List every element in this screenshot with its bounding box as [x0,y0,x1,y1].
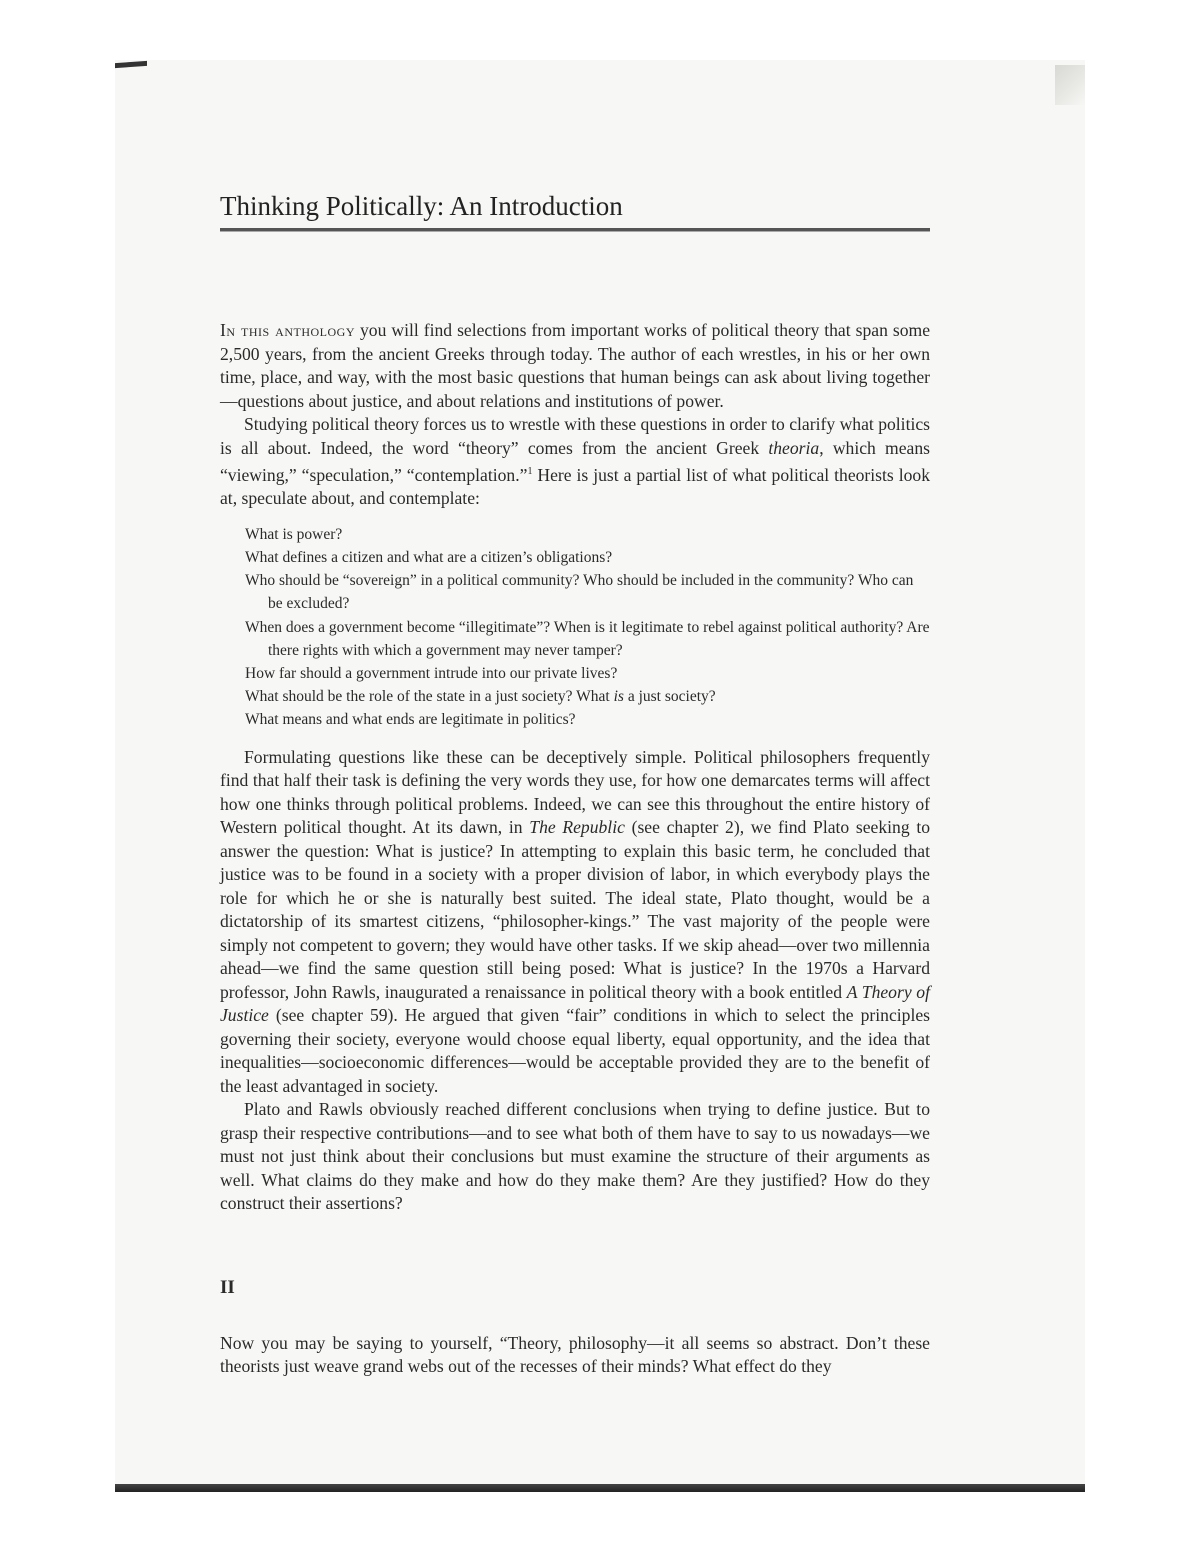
intro-paragraph-1 [220,319,930,413]
section-heading-ii: II [220,1276,235,1298]
body-paragraph-4: Plato and Rawls obviously reached different conclusions when trying to define justice. But to grasp their respective contributions—and to see what both of them have to say to us nowadays—we must not just think about their conclusions but must examine the structure of their arguments as well. What claims do they make and how do they make them? Are they justified? How do they construct their assertions? [220,1099,930,1214]
intro-paragraph-2 [220,413,930,511]
intro-paragraph-2-text-a: Studying political theory forces us to wrestle with these questions in order to clarify what politics is all about. Indeed, the word “theory” comes from the ancient Greek [220,414,930,458]
page-content [220,186,930,1379]
chapter-title: Thinking Politically: An Introduction [220,191,623,221]
question-item: When does a government become “illegitimate”? When is it legitimate to rebel against political authority? Are there rights with which a government may never tamper? [245,618,930,659]
body-paragraph-3 [220,746,930,1099]
paragraph-3-text-c: (see chapter 59). He argued that given “fair” conditions in which to select the principles governing their society, everyone would choose equal liberty, equal opportunity, and the idea that inequalities—socioeconomic differences—would be acceptable provided they are to the benefit of the least advantaged in society. [220,1005,930,1096]
question-list [220,523,930,732]
question-text-a: What should be the role of the state in a just society? What [245,688,614,706]
question-item: Who should be “sovereign” in a political community? Who should be included in the community? Who can be excluded? [245,572,914,613]
book-title-theory-of-justice: A Theory of Justice [220,981,930,1026]
intro-paragraph-2-text-c: Here is just a partial list of what political theorists look at, speculate about, and contemplate: [220,464,930,509]
question-item: How far should a government intrude into our private lives? [245,665,618,683]
paragraph-3-text-b: (see chapter 2), we find Plato seeking to answer the question: What is justice? In attempting to explain this basic term, he concluded that justice was to be found in a society with a proper division of labor, in which everybody plays the role for which he or she is naturally best suited. The ideal state, Plato thought, would be a dictatorship of its smartest citizens, “philosopher-kings.” The vast majority of the people were simply not competent to govern; they would have other tasks. If we skip ahead—over two millennia ahead—we find the same question still being posed: What is justice? In the 1970s a Harvard professor, John Rawls, inaugurated a renaissance in political theory with a book entitled [220,817,931,1002]
page-bottom-edge [115,1484,1085,1492]
section-ii-paragraph-1: Now you may be saying to yourself, “Theory, philosophy—it all seems so abstract. Don’t these theorists just weave grand webs out of the recesses of their minds? What effect do they [220,1332,930,1377]
page-corner-fold [1055,65,1085,105]
lead-in-smallcaps: In this anthology [220,320,355,340]
question-item: What is power? [245,525,343,543]
term-theoria: theoria [768,437,820,458]
question-item: What defines a citizen and what are a citizen’s obligations? [245,549,613,567]
question-item [245,685,930,708]
footnote-marker: 1 [527,466,533,477]
book-title-republic: The Republic [529,817,625,838]
question-text-b: a just society? [623,688,716,706]
intro-paragraph-2-text-b: , which means “viewing,” “speculation,” “contemplation.” [220,437,930,485]
title-rule [220,228,930,232]
paragraph-3-text-a: Formulating questions like these can be deceptively simple. Political philosophers frequently find that half their task is defining the very words they use, for how one demarcates terms will affect how one thinks through political problems. Indeed, we can see this throughout the entire history of Western political thought. At its dawn, in [220,746,930,838]
question-emphasis: is [613,688,624,706]
question-item: What means and what ends are legitimate in politics? [245,711,576,729]
intro-paragraph-1-text: you will find selections from important works of political theory that span some 2,500 years, from the ancient Greeks through today. The author of each wrestles, in his or her own time, place, and way, with the most basic questions that human beings can ask about living together—questions about justice, and about relations and institutions of power. [220,320,931,411]
